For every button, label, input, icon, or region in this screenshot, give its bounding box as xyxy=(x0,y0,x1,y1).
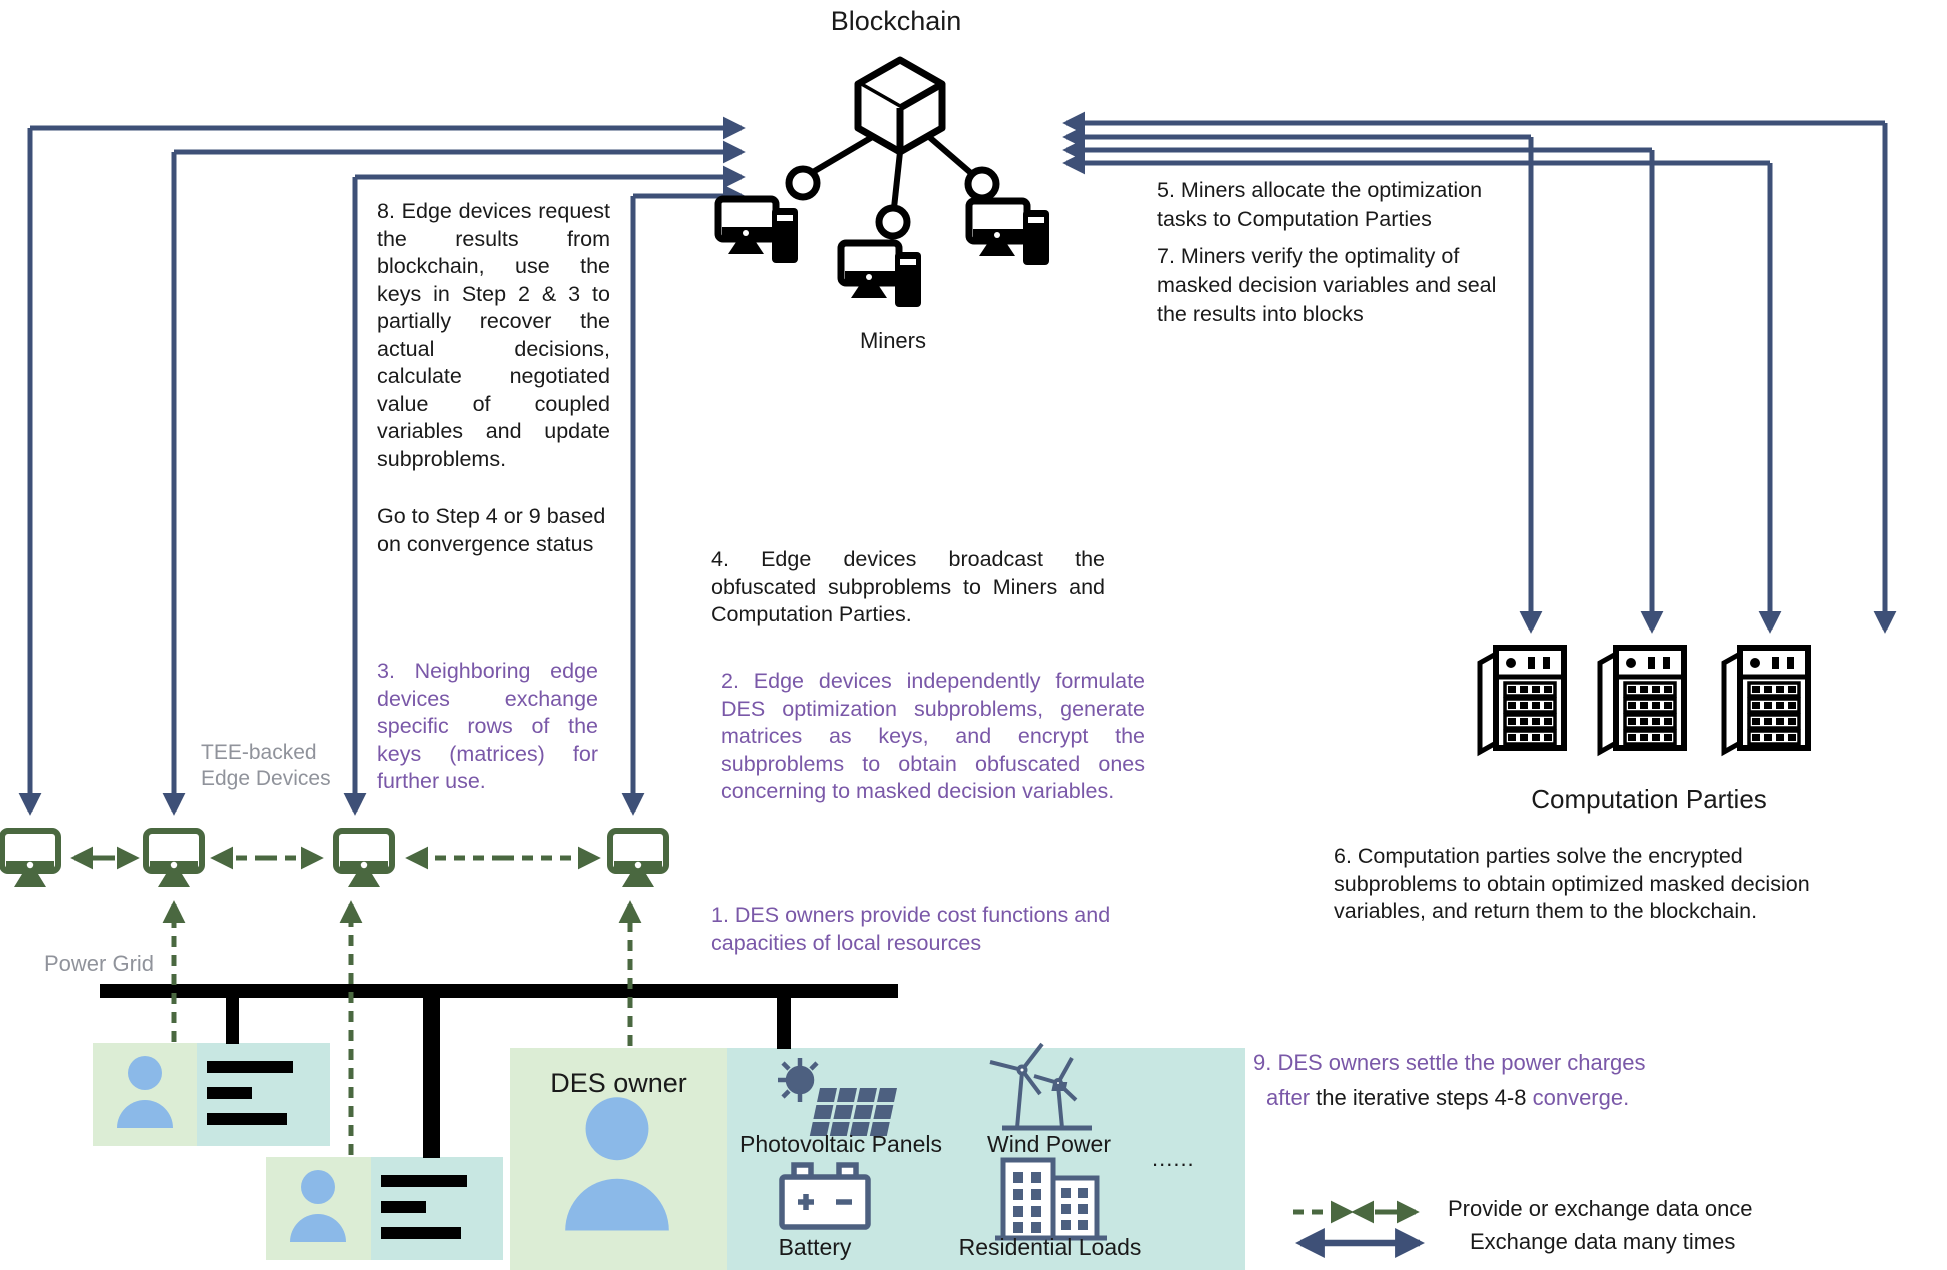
residential-loads-label: Residential Loads xyxy=(958,1234,1142,1260)
step9-line1: 9. DES owners settle the power charges xyxy=(1253,1050,1646,1075)
step9-end: converge. xyxy=(1532,1085,1630,1110)
blockchain-title: Blockchain xyxy=(830,6,962,36)
server-icon xyxy=(1724,648,1808,752)
edge-device-icon xyxy=(610,831,666,887)
step8-note: Go to Step 4 or 9 based on convergence status xyxy=(377,504,606,556)
more-resources-dots: ...... xyxy=(1152,1146,1195,1171)
step9-line2 xyxy=(1266,1085,1629,1111)
legend-many-label: Exchange data many times xyxy=(1470,1229,1736,1254)
photovoltaic-panels-label: Photovoltaic Panels xyxy=(739,1131,942,1157)
des-owner-card-1 xyxy=(93,1043,330,1146)
des-owner-label: DES owner xyxy=(550,1068,687,1098)
legend-once-label: Provide or exchange data once xyxy=(1448,1196,1753,1221)
edge-device-icon xyxy=(2,831,58,887)
battery-icon xyxy=(782,1165,868,1227)
step2-text: 2. Edge devices independently formulate DES optimization subproblems, generate matrices as keys, and encrypt the subproblems to obtain obfuscated ones concerning to masked decision variables. xyxy=(721,669,1145,803)
step7-text: 7. Miners verify the optimality of masked decision variables and seal the results into blocks xyxy=(1157,244,1497,326)
step1-text: 1. DES owners provide cost functions and capacities of local resources xyxy=(711,903,1111,955)
computation-parties-label: Computation Parties xyxy=(1531,784,1767,814)
server-icon xyxy=(1600,648,1684,752)
step3-text: 3. Neighboring edge devices exchange specific rows of the keys (matrices) for further use. xyxy=(377,659,598,793)
step8-text: 8. Edge devices request the results from blockchain, use the keys in Step 2 & 3 to partially recover the actual decisions, calculate negotiated value of coupled variables and update subproblems. xyxy=(377,199,610,471)
edge-device-icon xyxy=(146,831,202,887)
step4-text: 4. Edge devices broadcast the obfuscated subproblems to Miners and Computation Parties. xyxy=(711,547,1105,626)
miner-icon xyxy=(718,199,798,263)
battery-label: Battery xyxy=(778,1234,852,1260)
miner-icon xyxy=(841,243,921,307)
step9-mid: the iterative steps 4-8 xyxy=(1316,1085,1533,1110)
tee-edge-devices-label: TEE-backed Edge Devices xyxy=(201,741,331,790)
step9-after: after xyxy=(1266,1085,1317,1110)
step6-text: 6. Computation parties solve the encrypted subproblems to obtain optimized masked decision variables, and return them to the blockchain. xyxy=(1334,844,1810,923)
step5-text: 5. Miners allocate the optimization tasks to Computation Parties xyxy=(1157,178,1483,231)
power-grid-label: Power Grid xyxy=(44,951,155,976)
des-owner-card-2 xyxy=(266,1157,503,1260)
wind-power-label: Wind Power xyxy=(987,1131,1111,1157)
miners-label: Miners xyxy=(859,328,926,353)
server-icon xyxy=(1480,648,1564,752)
miner-icon xyxy=(969,201,1049,265)
edge-device-icon xyxy=(336,831,392,887)
